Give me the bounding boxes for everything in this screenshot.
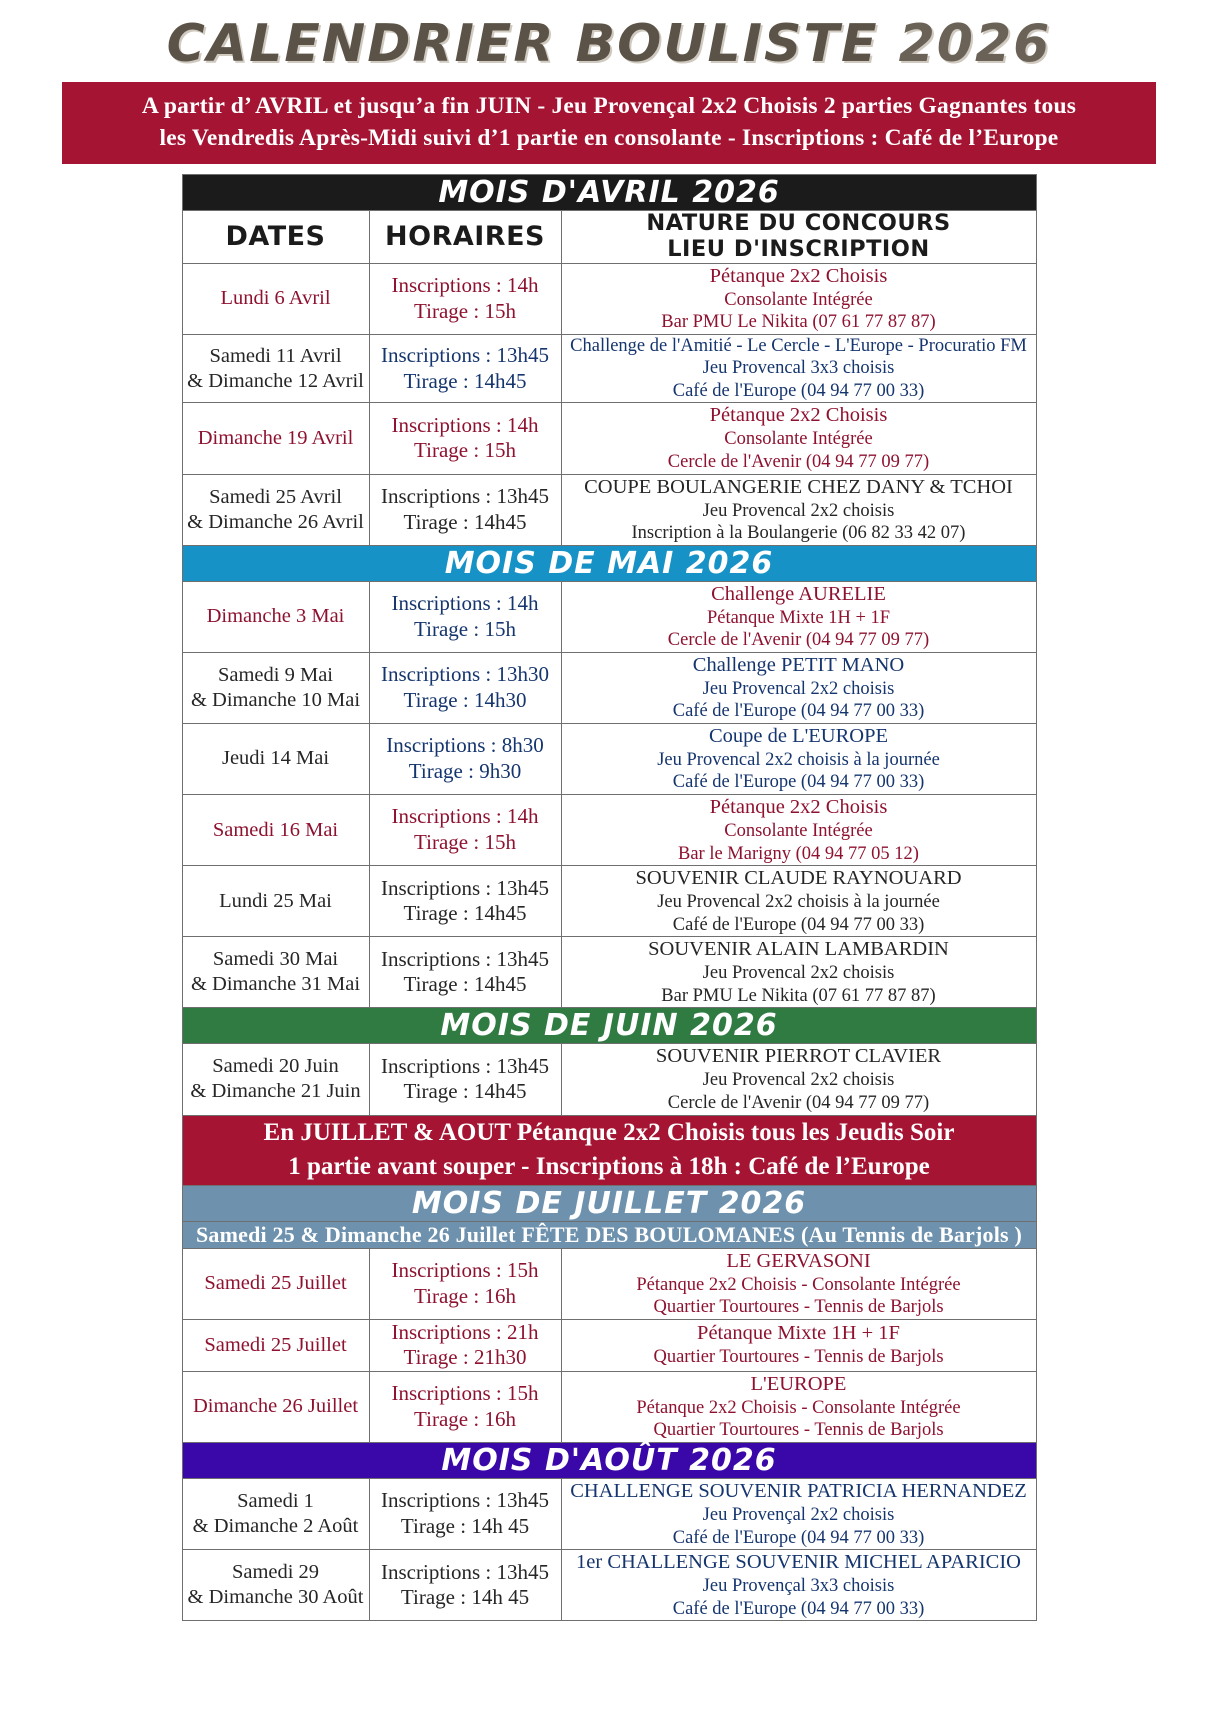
row-hour-line2: Tirage : 15h xyxy=(414,298,516,323)
row-hour-line1: Inscriptions : 14h xyxy=(391,412,539,437)
row-date-line1: Jeudi 14 Mai xyxy=(221,747,330,770)
row-hour-line2: Tirage : 14h45 xyxy=(403,901,527,926)
row-dates xyxy=(182,403,369,474)
row-hour-line1: Inscriptions : 14h xyxy=(391,273,539,298)
top-banner xyxy=(62,82,1156,164)
row-dates xyxy=(182,1044,369,1115)
row-nature-line3: Cercle de l'Avenir (04 94 77 09 77) xyxy=(667,451,930,472)
row-dates xyxy=(182,1319,369,1371)
month-subheader-juillet: Samedi 25 & Dimanche 26 Juillet FÊTE DES BOULOMANES (Au Tennis de Barjols ) xyxy=(182,1221,1036,1248)
row-nature-line1: SOUVENIR ALAIN LAMBARDIN xyxy=(648,938,949,961)
row-horaires xyxy=(369,581,561,652)
column-header-nature-l1: NATURE DU CONCOURS xyxy=(646,209,951,236)
month-header-avril: MOIS D'AVRIL 2026 xyxy=(182,174,1036,210)
row-nature-line3: Café de l'Europe (04 94 77 00 33) xyxy=(672,380,925,401)
row-date-line1: Samedi 11 Avril xyxy=(209,344,342,367)
row-date-line1: Lundi 25 Mai xyxy=(219,889,332,912)
row-hour-line2: Tirage : 14h45 xyxy=(403,972,527,997)
row-hour-line2: Tirage : 21h30 xyxy=(403,1345,527,1370)
row-hour-line1: Inscriptions : 8h30 xyxy=(386,733,544,758)
row-date-line1: Samedi 25 Juillet xyxy=(204,1272,347,1295)
table-header-row xyxy=(182,210,1036,263)
row-date-line1: Samedi 20 Juin xyxy=(212,1055,339,1078)
row-hour-line1: Inscriptions : 13h45 xyxy=(381,483,549,508)
row-horaires xyxy=(369,1550,561,1621)
row-hour-line2: Tirage : 14h45 xyxy=(403,368,527,393)
month-header-mai: MOIS DE MAI 2026 xyxy=(182,545,1036,581)
row-nature-line2: Pétanque Mixte 1H + 1F xyxy=(706,607,891,628)
row-hour-line2: Tirage : 9h30 xyxy=(408,758,522,783)
row-nature xyxy=(561,1044,1036,1115)
row-nature-line1: Pétanque 2x2 Choisis xyxy=(709,796,888,819)
row-date-line2: & Dimanche 21 Juin xyxy=(190,1080,361,1103)
row-hour-line2: Tirage : 14h30 xyxy=(403,687,527,712)
row-nature-line1: L'EUROPE xyxy=(750,1372,847,1395)
row-dates xyxy=(182,1371,369,1442)
row-hour-line1: Inscriptions : 13h30 xyxy=(381,662,549,687)
row-date-line1: Dimanche 19 Avril xyxy=(197,426,354,449)
row-nature xyxy=(561,263,1036,334)
table-row xyxy=(182,1248,1036,1319)
row-nature xyxy=(561,937,1036,1008)
row-nature-line1: Challenge de l'Amitié - Le Cercle - L'Europe - Procuratio FM xyxy=(570,335,1027,356)
table-row xyxy=(182,1044,1036,1115)
row-horaires xyxy=(369,334,561,403)
row-date-line2: & Dimanche 26 Avril xyxy=(187,510,364,533)
row-dates xyxy=(182,1550,369,1621)
row-nature xyxy=(561,723,1036,794)
table-row xyxy=(182,403,1036,474)
row-nature-line3: Bar PMU Le Nikita (07 61 77 87 87) xyxy=(661,312,936,333)
row-nature-line2: Jeu Provencal 2x2 choisis xyxy=(702,1070,895,1091)
row-horaires xyxy=(369,474,561,545)
row-date-line1: Dimanche 26 Juillet xyxy=(192,1395,359,1418)
row-nature xyxy=(561,652,1036,723)
table-row xyxy=(182,795,1036,866)
table-row xyxy=(182,474,1036,545)
row-hour-line1: Inscriptions : 15h xyxy=(391,1381,539,1406)
row-nature xyxy=(561,403,1036,474)
mid-banner-row xyxy=(182,1115,1036,1185)
row-date-line1: Samedi 29 xyxy=(231,1561,320,1584)
month-row-mai xyxy=(182,545,1036,581)
month-row-juillet xyxy=(182,1185,1036,1221)
month-header-juillet: MOIS DE JUILLET 2026 xyxy=(182,1185,1036,1221)
row-nature-line1: CHALLENGE SOUVENIR PATRICIA HERNANDEZ xyxy=(570,1480,1027,1502)
table-row xyxy=(182,581,1036,652)
row-hour-line1: Inscriptions : 13h45 xyxy=(381,342,549,367)
mid-banner-line2: 1 partie avant souper - Inscriptions à 18h : Café de l’Europe xyxy=(288,1153,930,1181)
row-nature-line1: Coupe de L'EUROPE xyxy=(708,724,889,747)
row-nature-line1: Challenge AURELIE xyxy=(711,582,886,605)
row-nature xyxy=(561,1319,1036,1371)
poster-title-area xyxy=(0,0,1218,74)
row-nature-line3: Quartier Tourtoures - Tennis de Barjols xyxy=(653,1297,944,1318)
row-horaires xyxy=(369,866,561,937)
row-horaires xyxy=(369,723,561,794)
row-hour-line2: Tirage : 16h xyxy=(414,1283,516,1308)
row-nature-line3: Cercle de l'Avenir (04 94 77 09 77) xyxy=(667,630,930,651)
row-hour-line2: Tirage : 14h45 xyxy=(403,509,527,534)
row-nature-line3: Café de l'Europe (04 94 77 00 33) xyxy=(672,1598,925,1619)
row-hour-line1: Inscriptions : 15h xyxy=(391,1257,539,1282)
row-hour-line1: Inscriptions : 13h45 xyxy=(381,1488,549,1513)
row-nature xyxy=(561,1371,1036,1442)
row-hour-line1: Inscriptions : 14h xyxy=(391,591,539,616)
row-hour-line1: Inscriptions : 13h45 xyxy=(381,1053,549,1078)
row-nature-line2: Consolante Intégrée xyxy=(724,289,873,310)
row-nature-line1: Pétanque 2x2 Choisis xyxy=(709,264,888,287)
table-row xyxy=(182,1550,1036,1621)
row-dates xyxy=(182,263,369,334)
table-row xyxy=(182,1371,1036,1442)
table-row xyxy=(182,1319,1036,1371)
row-date-line1: Samedi 25 Avril xyxy=(209,485,342,508)
row-nature-line2: Pétanque 2x2 Choisis - Consolante Intégrée xyxy=(636,1274,961,1295)
row-date-line1: Lundi 6 Avril xyxy=(220,287,331,310)
row-date-line1: Samedi 16 Mai xyxy=(212,818,339,841)
row-nature-line3: Café de l'Europe (04 94 77 00 33) xyxy=(672,701,925,722)
row-nature-line3: Cercle de l'Avenir (04 94 77 09 77) xyxy=(667,1092,930,1113)
page-title-year: 2026 xyxy=(898,14,1052,74)
row-nature-line3: Café de l'Europe (04 94 77 00 33) xyxy=(672,914,925,935)
row-nature-line1: SOUVENIR PIERROT CLAVIER xyxy=(655,1045,942,1068)
table-row xyxy=(182,937,1036,1008)
row-horaires xyxy=(369,652,561,723)
row-horaires xyxy=(369,795,561,866)
row-nature xyxy=(561,795,1036,866)
row-nature xyxy=(561,1248,1036,1319)
table-row xyxy=(182,263,1036,334)
row-nature-line2: Jeu Provençal 3x3 choisis xyxy=(702,1576,895,1597)
row-date-line1: Samedi 1 xyxy=(237,1490,314,1513)
row-hour-line2: Tirage : 15h xyxy=(414,830,516,855)
table-row xyxy=(182,866,1036,937)
row-dates xyxy=(182,795,369,866)
row-date-line2: & Dimanche 12 Avril xyxy=(187,369,364,392)
row-horaires xyxy=(369,403,561,474)
row-dates xyxy=(182,334,369,403)
row-dates xyxy=(182,1479,369,1550)
month-header-juin: MOIS DE JUIN 2026 xyxy=(182,1008,1036,1044)
top-banner-line2: les Vendredis Après-Midi suivi d’1 partie en consolante - Inscriptions : Café de l’Europe xyxy=(159,125,1059,152)
row-date-line1: Samedi 30 Mai xyxy=(212,948,339,971)
row-hour-line2: Tirage : 15h xyxy=(414,616,516,641)
row-hour-line2: Tirage : 14h 45 xyxy=(400,1585,530,1610)
table-row xyxy=(182,652,1036,723)
row-hour-line1: Inscriptions : 14h xyxy=(391,804,539,829)
row-dates xyxy=(182,937,369,1008)
row-date-line2: & Dimanche 31 Mai xyxy=(190,973,361,996)
row-nature xyxy=(561,1550,1036,1621)
row-nature-line3: Inscription à la Boulangerie (06 82 33 42 07) xyxy=(631,523,966,544)
row-nature-line2: Pétanque 2x2 Choisis - Consolante Intégrée xyxy=(636,1397,961,1418)
column-header-dates: DATES xyxy=(182,210,369,263)
row-nature-line2: Jeu Provençal 2x2 choisis xyxy=(702,1505,895,1525)
row-hour-line2: Tirage : 14h45 xyxy=(403,1079,527,1104)
row-horaires xyxy=(369,1319,561,1371)
month-row-aout xyxy=(182,1443,1036,1479)
row-nature-line2: Quartier Tourtoures - Tennis de Barjols xyxy=(653,1347,944,1368)
row-dates xyxy=(182,474,369,545)
row-horaires xyxy=(369,937,561,1008)
row-horaires xyxy=(369,263,561,334)
page-title: CALENDRIER BOULISTE 2026 xyxy=(166,14,1052,74)
row-nature xyxy=(561,474,1036,545)
row-dates xyxy=(182,652,369,723)
row-nature xyxy=(561,866,1036,937)
row-horaires xyxy=(369,1248,561,1319)
row-hour-line1: Inscriptions : 21h xyxy=(391,1319,539,1344)
row-nature-line3: Bar le Marigny (04 94 77 05 12) xyxy=(678,843,919,864)
mid-banner xyxy=(182,1115,1036,1185)
row-hour-line2: Tirage : 16h xyxy=(414,1406,516,1431)
row-hour-line2: Tirage : 14h 45 xyxy=(400,1514,530,1539)
row-nature-line1: LE GERVASONI xyxy=(726,1249,871,1272)
row-nature xyxy=(561,581,1036,652)
table-row xyxy=(182,334,1036,403)
row-date-line2: & Dimanche 2 Août xyxy=(192,1515,359,1538)
table-row xyxy=(182,1479,1036,1550)
row-nature-line2: Jeu Provencal 2x2 choisis xyxy=(702,678,895,699)
row-nature-line1: Challenge PETIT MANO xyxy=(692,653,905,676)
row-dates xyxy=(182,723,369,794)
row-nature-line3: Café de l'Europe (04 94 77 00 33) xyxy=(672,772,925,793)
row-nature-line1: Pétanque 2x2 Choisis xyxy=(709,404,888,427)
row-hour-line1: Inscriptions : 13h45 xyxy=(381,875,549,900)
row-nature-line1: COUPE BOULANGERIE CHEZ DANY & TCHOI xyxy=(584,475,1013,498)
row-nature-line2: Jeu Provencal 2x2 choisis à la journée xyxy=(657,892,940,913)
row-nature-line1: SOUVENIR CLAUDE RAYNOUARD xyxy=(635,867,962,890)
month-subrow-juillet xyxy=(182,1221,1036,1248)
column-header-horaires: HORAIRES xyxy=(369,210,561,263)
row-date-line1: Samedi 25 Juillet xyxy=(204,1333,347,1356)
month-header-aout: MOIS D'AOÛT 2026 xyxy=(182,1443,1036,1479)
column-header-nature xyxy=(561,210,1036,263)
row-nature xyxy=(561,1479,1036,1550)
month-row-juin xyxy=(182,1008,1036,1044)
row-dates xyxy=(182,581,369,652)
row-dates xyxy=(182,866,369,937)
row-dates xyxy=(182,1248,369,1319)
row-horaires xyxy=(369,1044,561,1115)
row-hour-line2: Tirage : 15h xyxy=(414,438,516,463)
row-nature-line3: Bar PMU Le Nikita (07 61 77 87 87) xyxy=(661,985,936,1006)
row-nature-line3: Quartier Tourtoures - Tennis de Barjols xyxy=(653,1420,944,1441)
row-date-line1: Dimanche 3 Mai xyxy=(206,605,345,628)
table-row xyxy=(182,723,1036,794)
row-nature-line2: Jeu Provencal 2x2 choisis xyxy=(702,963,895,984)
row-date-line2: & Dimanche 10 Mai xyxy=(190,688,361,711)
row-nature-line2: Jeu Provencal 2x2 choisis à la journée xyxy=(657,749,940,770)
row-hour-line1: Inscriptions : 13h45 xyxy=(381,1559,549,1584)
top-banner-line1: A partir d’ AVRIL et jusqu’a fin JUIN - Jeu Provençal 2x2 Choisis 2 parties Gagnantes tous xyxy=(141,93,1077,119)
calendar-table xyxy=(182,174,1037,1621)
row-nature-line2: Jeu Provencal 3x3 choisis xyxy=(702,358,895,379)
row-nature-line2: Jeu Provencal 2x2 choisis xyxy=(702,500,895,521)
row-nature-line3: Café de l'Europe (04 94 77 00 33) xyxy=(672,1527,925,1548)
row-date-line1: Samedi 9 Mai xyxy=(217,663,333,686)
row-date-line2: & Dimanche 30 Août xyxy=(187,1586,364,1609)
row-nature-line2: Consolante Intégrée xyxy=(724,821,873,842)
column-header-nature-l2: LIEU D'INSCRIPTION xyxy=(667,235,930,262)
row-nature xyxy=(561,334,1036,403)
mid-banner-line1: En JUILLET & AOUT Pétanque 2x2 Choisis tous les Jeudis Soir xyxy=(263,1118,955,1146)
row-hour-line1: Inscriptions : 13h45 xyxy=(381,946,549,971)
row-horaires xyxy=(369,1479,561,1550)
month-row-avril xyxy=(182,174,1036,210)
row-nature-line1: 1er CHALLENGE SOUVENIR MICHEL APARICIO xyxy=(576,1551,1021,1574)
row-nature-line1: Pétanque Mixte 1H + 1F xyxy=(697,1322,900,1345)
row-horaires xyxy=(369,1371,561,1442)
row-nature-line2: Consolante Intégrée xyxy=(724,429,873,450)
